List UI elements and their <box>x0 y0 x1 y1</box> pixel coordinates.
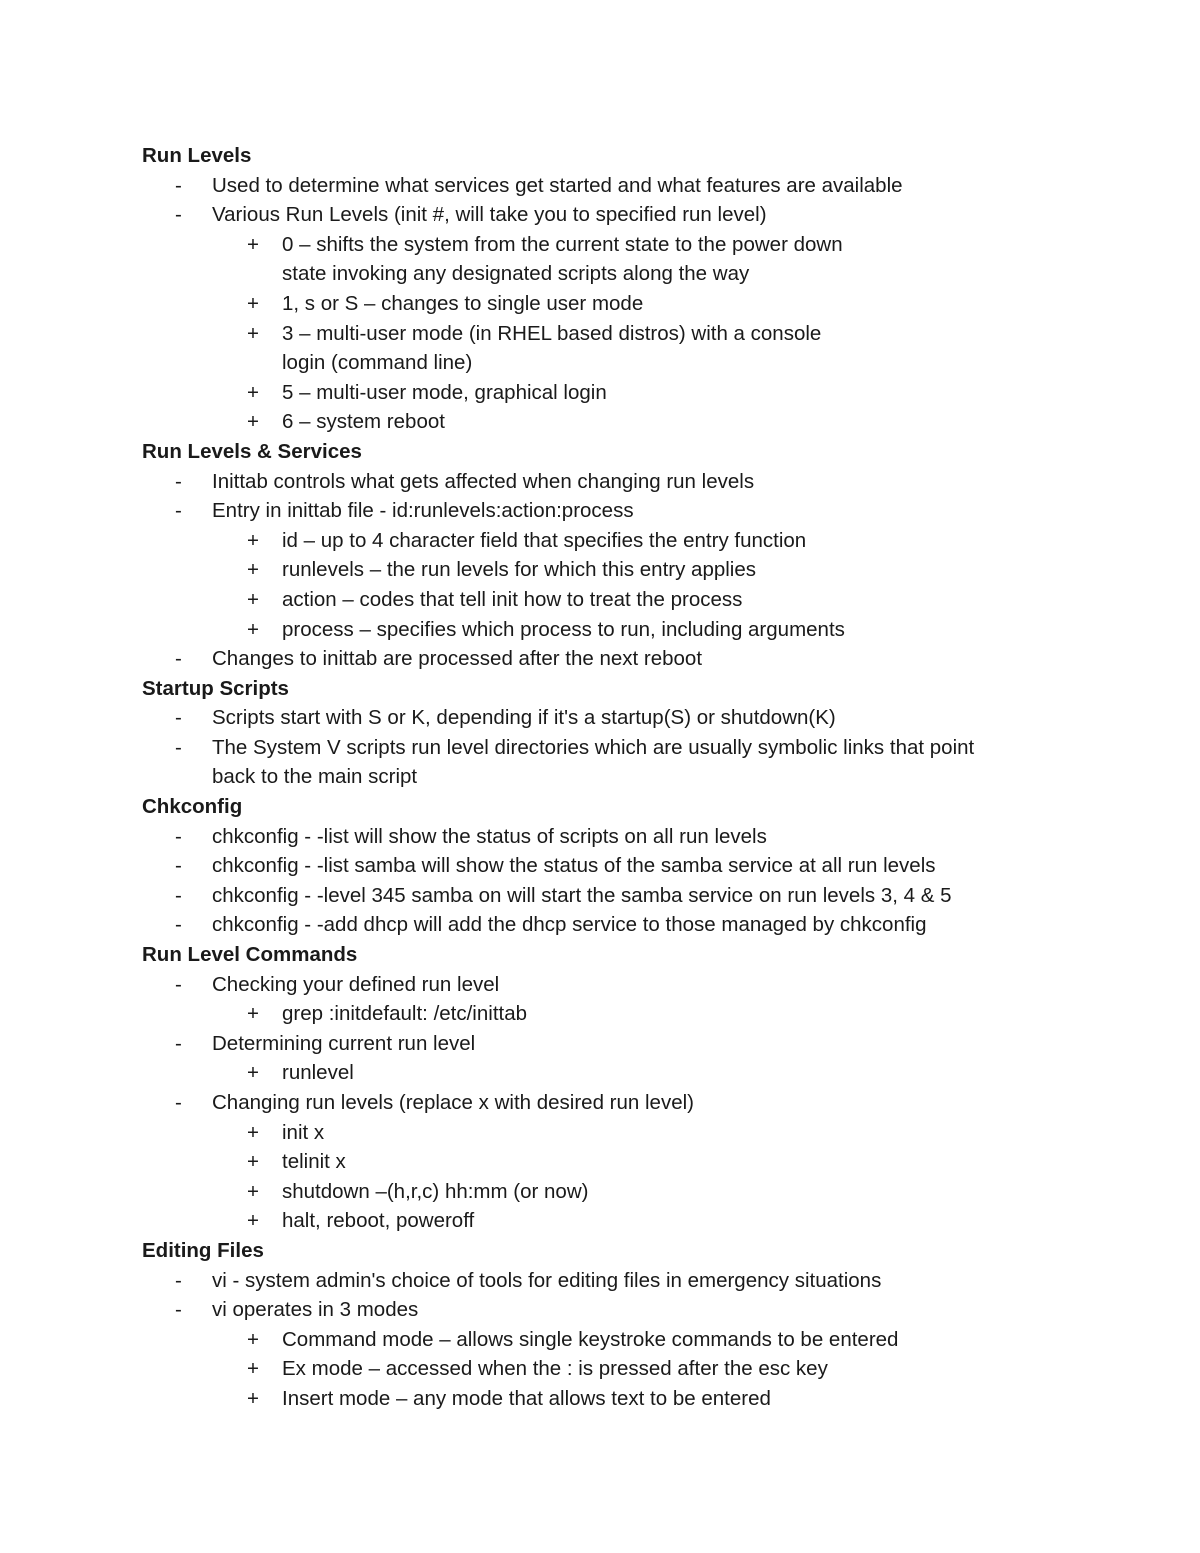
section <box>142 1236 1042 1414</box>
list-item-text: Inittab controls what gets affected when changing run levels <box>212 469 755 493</box>
plus-bullet: + <box>247 321 259 345</box>
dash-bullet: - <box>175 1091 182 1114</box>
plus-bullet: + <box>247 1386 259 1410</box>
section-heading: Run Level Commands <box>142 943 358 967</box>
dash-bullet: - <box>175 499 182 523</box>
sub-list-item <box>142 1058 1042 1088</box>
list-item <box>142 1295 1042 1325</box>
list-item-text: chkconfig - -add dhcp will add the dhcp service to those managed by chkconfig <box>212 913 927 937</box>
list-item-text: Command mode – allows single keystroke commands to be entered <box>282 1327 899 1351</box>
list-item-text: Used to determine what services get started and what features are available <box>212 173 903 197</box>
dash-bullet: - <box>175 203 182 227</box>
plus-bullet: + <box>247 232 259 256</box>
dash-bullet: - <box>175 1031 182 1055</box>
list-item-text: runlevels – the run levels for which this entry applies <box>282 558 757 582</box>
list-item <box>142 171 1042 201</box>
sub-list-item <box>142 615 1042 645</box>
list-item-text: 1, s or S – changes to single user mode <box>282 291 644 315</box>
plus-bullet: + <box>247 1209 259 1233</box>
dash-bullet: - <box>175 913 182 937</box>
plus-bullet: + <box>247 291 259 315</box>
plus-bullet: + <box>247 1120 259 1144</box>
dash-bullet: - <box>175 824 182 848</box>
dash-bullet: - <box>175 469 182 493</box>
list-item <box>142 644 1042 674</box>
sub-list-item <box>142 555 1042 585</box>
dash-bullet: - <box>175 1268 182 1292</box>
list-item <box>142 970 1042 1000</box>
list-item-text: The System V scripts run level directories which are usually symbolic links that point <box>212 735 975 759</box>
section-heading: Run Levels <box>142 144 252 167</box>
section-heading: Startup Scripts <box>142 676 289 700</box>
section-heading: Run Levels & Services <box>142 439 362 463</box>
list-item <box>142 703 1042 733</box>
dash-bullet: - <box>175 972 182 996</box>
plus-bullet: + <box>247 617 259 641</box>
plus-bullet: + <box>247 1061 259 1085</box>
section-heading: Editing Files <box>142 1238 264 1262</box>
sub-list-item <box>142 585 1042 615</box>
section <box>142 437 1042 674</box>
dash-bullet: - <box>175 647 182 671</box>
list-item-text: 3 – multi-user mode (in RHEL based distros) with a console <box>282 321 822 345</box>
sub-list-item <box>142 999 1042 1029</box>
section <box>142 141 1042 437</box>
list-item <box>142 1088 1042 1118</box>
list-item <box>142 733 1042 763</box>
sub-list-item <box>142 1354 1042 1384</box>
plus-bullet: + <box>247 410 259 434</box>
list-item <box>142 200 1042 230</box>
list-item-text: vi operates in 3 modes <box>212 1298 419 1322</box>
dash-bullet: - <box>175 173 182 197</box>
list-item-text: 6 – system reboot <box>282 410 445 434</box>
list-item-text: init x <box>282 1120 325 1144</box>
list-item-text: chkconfig - -list will show the status of scripts on all run levels <box>212 824 767 848</box>
list-item <box>142 467 1042 497</box>
plus-bullet: + <box>247 558 259 582</box>
sub-list-item <box>142 407 1042 437</box>
sub-list-item <box>142 1325 1042 1355</box>
section <box>142 792 1042 940</box>
plus-bullet: + <box>247 1327 259 1351</box>
section-heading: Chkconfig <box>142 795 243 819</box>
list-item-text: Various Run Levels (init #, will take you to specified run level) <box>212 203 767 227</box>
list-item-text: chkconfig - -list samba will show the status of the samba service at all run levels <box>212 854 936 878</box>
plus-bullet: + <box>247 1179 259 1203</box>
document-body <box>142 141 1042 1414</box>
list-item-continuation <box>142 348 1042 378</box>
list-item-text-continued: state invoking any designated scripts along the way <box>282 262 750 286</box>
sub-list-item <box>142 1206 1042 1236</box>
list-item-text: 0 – shifts the system from the current state to the power down <box>282 232 843 256</box>
list-item-text-continued: login (command line) <box>282 351 473 375</box>
list-item-text: Insert mode – any mode that allows text to be entered <box>282 1386 771 1410</box>
list-item <box>142 851 1042 881</box>
dash-bullet: - <box>175 883 182 907</box>
plus-bullet: + <box>247 587 259 611</box>
section <box>142 940 1042 1236</box>
dash-bullet: - <box>175 706 182 730</box>
list-item-text: telinit x <box>282 1150 346 1174</box>
dash-bullet: - <box>175 735 182 759</box>
list-item-text: Changing run levels (replace x with desired run level) <box>212 1091 694 1114</box>
sub-list-item <box>142 526 1042 556</box>
list-item-text: Checking your defined run level <box>212 972 500 996</box>
list-item-text: shutdown –(h,r,c) hh:mm (or now) <box>282 1179 589 1203</box>
list-item-text: Scripts start with S or K, depending if it's a startup(S) or shutdown(K) <box>212 706 836 730</box>
list-item <box>142 496 1042 526</box>
list-item <box>142 881 1042 911</box>
list-item-text: halt, reboot, poweroff <box>282 1209 475 1233</box>
list-item-text: grep :initdefault: /etc/inittab <box>282 1002 528 1026</box>
section <box>142 674 1042 792</box>
list-item-text: Changes to inittab are processed after the next reboot <box>212 647 703 671</box>
list-item-text-continued: back to the main script <box>212 765 418 789</box>
list-item-text: Ex mode – accessed when the : is pressed after the esc key <box>282 1357 828 1381</box>
sub-list-item <box>142 230 1042 260</box>
list-item-continuation <box>142 259 1042 289</box>
list-item-continuation <box>142 762 1042 792</box>
list-item-text: vi - system admin's choice of tools for editing files in emergency situations <box>212 1268 882 1292</box>
list-item-text: runlevel <box>282 1061 354 1085</box>
list-item-text: 5 – multi-user mode, graphical login <box>282 380 607 404</box>
plus-bullet: + <box>247 1357 259 1381</box>
dash-bullet: - <box>175 1298 182 1322</box>
list-item <box>142 1029 1042 1059</box>
sub-list-item <box>142 1147 1042 1177</box>
dash-bullet: - <box>175 854 182 878</box>
sub-list-item <box>142 1118 1042 1148</box>
list-item <box>142 1266 1042 1296</box>
plus-bullet: + <box>247 528 259 552</box>
list-item-text: Determining current run level <box>212 1031 476 1055</box>
list-item-text: action – codes that tell init how to treat the process <box>282 587 743 611</box>
list-item-text: Entry in inittab file - id:runlevels:action:process <box>212 499 634 523</box>
plus-bullet: + <box>247 380 259 404</box>
list-item <box>142 822 1042 852</box>
sub-list-item <box>142 289 1042 319</box>
sub-list-item <box>142 378 1042 408</box>
plus-bullet: + <box>247 1150 259 1174</box>
sub-list-item <box>142 1384 1042 1414</box>
sub-list-item <box>142 319 1042 349</box>
list-item-text: id – up to 4 character field that specifies the entry function <box>282 528 807 552</box>
plus-bullet: + <box>247 1002 259 1026</box>
list-item <box>142 910 1042 940</box>
list-item-text: process – specifies which process to run, including arguments <box>282 617 845 641</box>
list-item-text: chkconfig - -level 345 samba on will start the samba service on run levels 3, 4 & 5 <box>212 883 952 907</box>
sub-list-item <box>142 1177 1042 1207</box>
